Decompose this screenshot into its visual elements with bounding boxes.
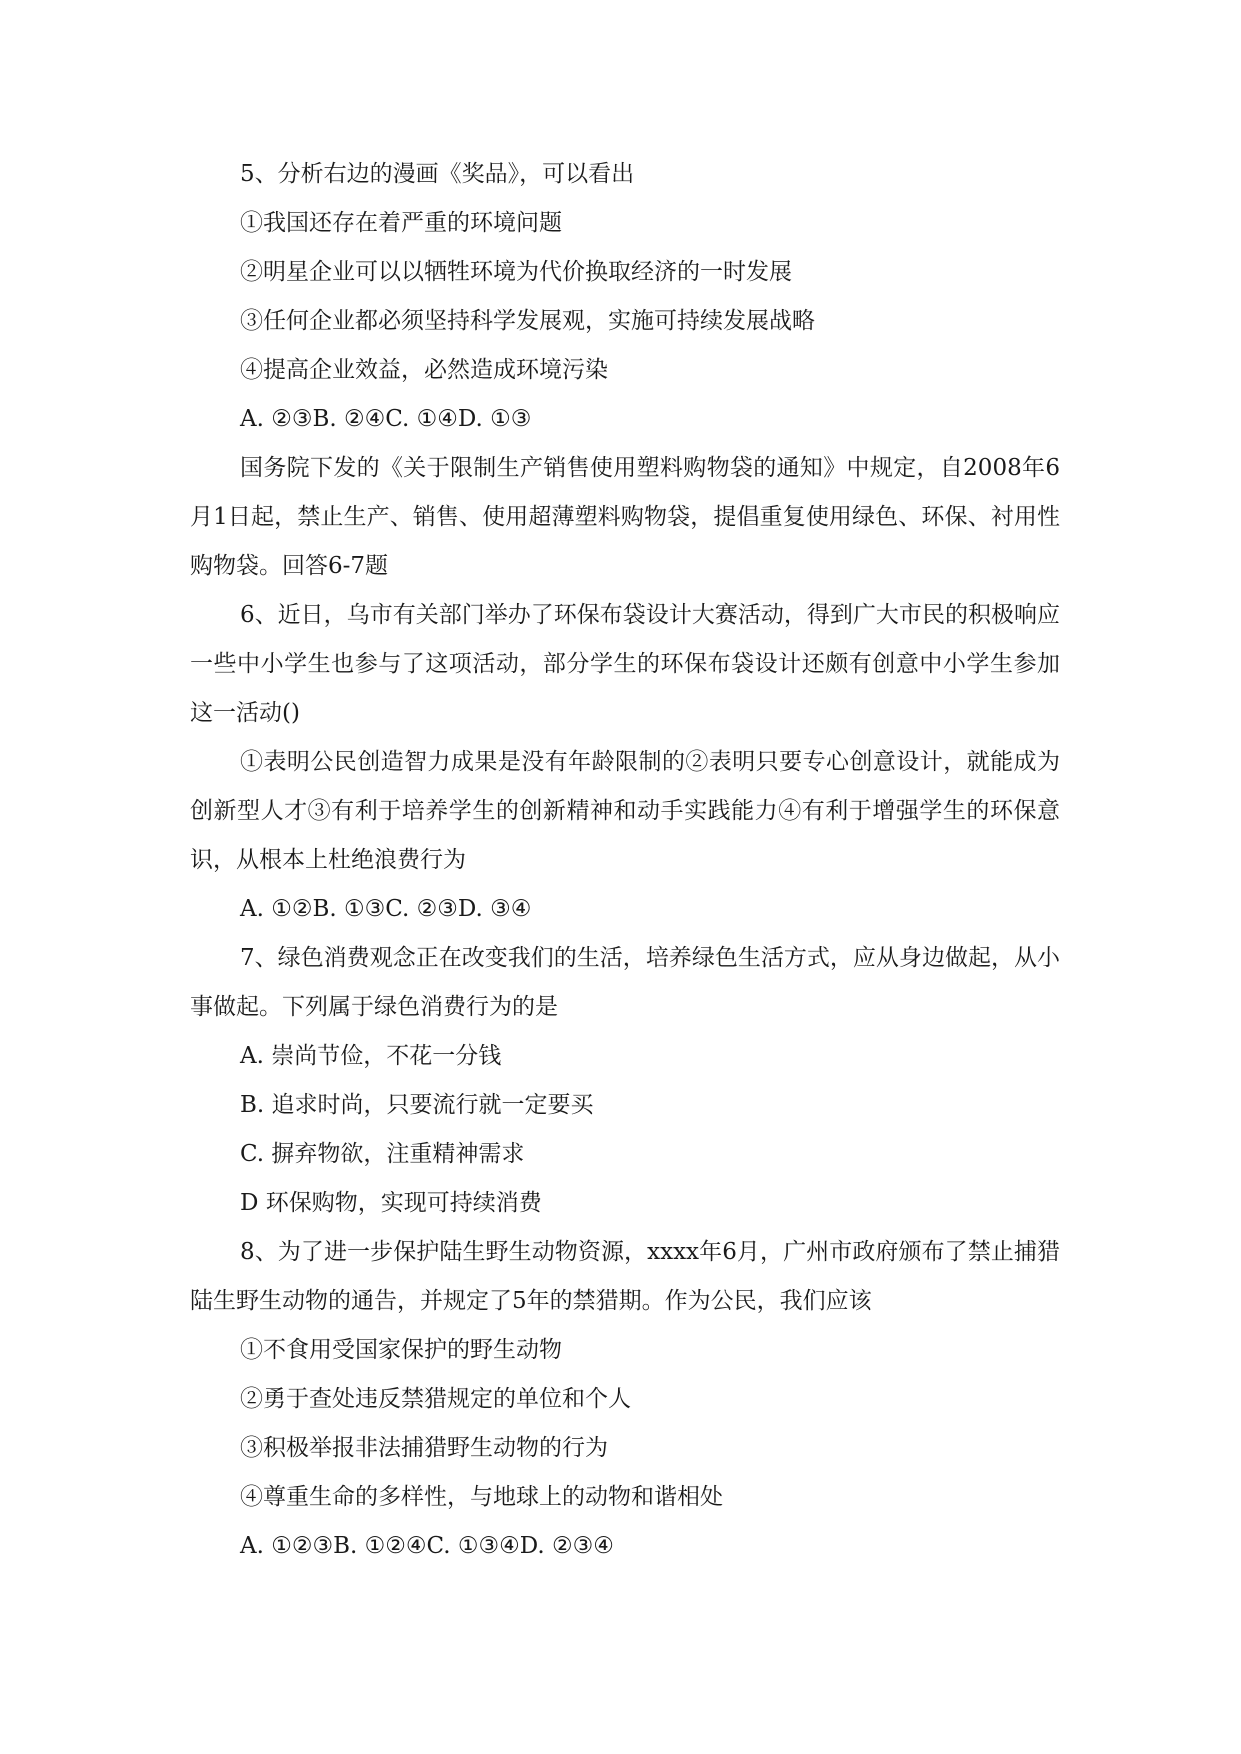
question-8-options: A. ①②③B. ①②④C. ①③④D. ②③④ xyxy=(240,1533,614,1559)
question-5-stem: 5、分析右边的漫画《奖品》，可以看出 xyxy=(240,161,635,187)
document-page xyxy=(190,150,1060,1571)
material-intro: 国务院下发的《关于限制生产销售使用塑料购物袋的通知》中规定，自2008年6月1日起，禁止生产、销售、使用超薄塑料购物袋，提倡重复使用绿色、环保、衬用性购物袋。回答6-7题 xyxy=(190,455,1060,579)
question-6-options: A. ①②B. ①③C. ②③D. ③④ xyxy=(240,896,532,922)
question-7-option-b: B. 追求时尚，只要流行就一定要买 xyxy=(240,1092,594,1118)
question-8-statement-4: ④尊重生命的多样性，与地球上的动物和谐相处 xyxy=(240,1484,723,1510)
question-7-option-d: D 环保购物，实现可持续消费 xyxy=(240,1190,542,1216)
question-5-options: A. ②③B. ②④C. ①④D. ①③ xyxy=(240,406,532,432)
question-6-statements: ①表明公民创造智力成果是没有年龄限制的②表明只要专心创意设计，就能成为创新型人才③有利于培养学生的创新精神和动手实践能力④有利于增强学生的环保意识，从根本上杜绝浪费行为 xyxy=(190,749,1060,873)
question-6-stem: 6、近日，乌市有关部门举办了环保布袋设计大赛活动，得到广大市民的积极响应一些中小学生也参与了这项活动，部分学生的环保布袋设计还颇有创意中小学生参加这一活动() xyxy=(190,602,1060,726)
question-8-statement-2: ②勇于查处违反禁猎规定的单位和个人 xyxy=(240,1386,631,1412)
question-8-statement-1: ①不食用受国家保护的野生动物 xyxy=(240,1337,562,1363)
question-5-statement-4: ④提高企业效益，必然造成环境污染 xyxy=(240,357,608,383)
question-8-statement-3: ③积极举报非法捕猎野生动物的行为 xyxy=(240,1435,608,1461)
question-7-option-a: A. 崇尚节俭，不花一分钱 xyxy=(240,1043,502,1069)
question-5-statement-3: ③任何企业都必须坚持科学发展观，实施可持续发展战略 xyxy=(240,308,815,334)
question-7-stem: 7、绿色消费观念正在改变我们的生活，培养绿色生活方式，应从身边做起，从小事做起。下列属于绿色消费行为的是 xyxy=(190,945,1060,1020)
question-7-option-c: C. 摒弃物欲，注重精神需求 xyxy=(240,1141,525,1167)
question-8-stem: 8、为了进一步保护陆生野生动物资源，xxxx年6月，广州市政府颁布了禁止捕猎陆生野生动物的通告，并规定了5年的禁猎期。作为公民，我们应该 xyxy=(190,1239,1060,1314)
question-5-statement-1: ①我国还存在着严重的环境问题 xyxy=(240,210,562,236)
question-5-statement-2: ②明星企业可以以牺牲环境为代价换取经济的一时发展 xyxy=(240,259,792,285)
